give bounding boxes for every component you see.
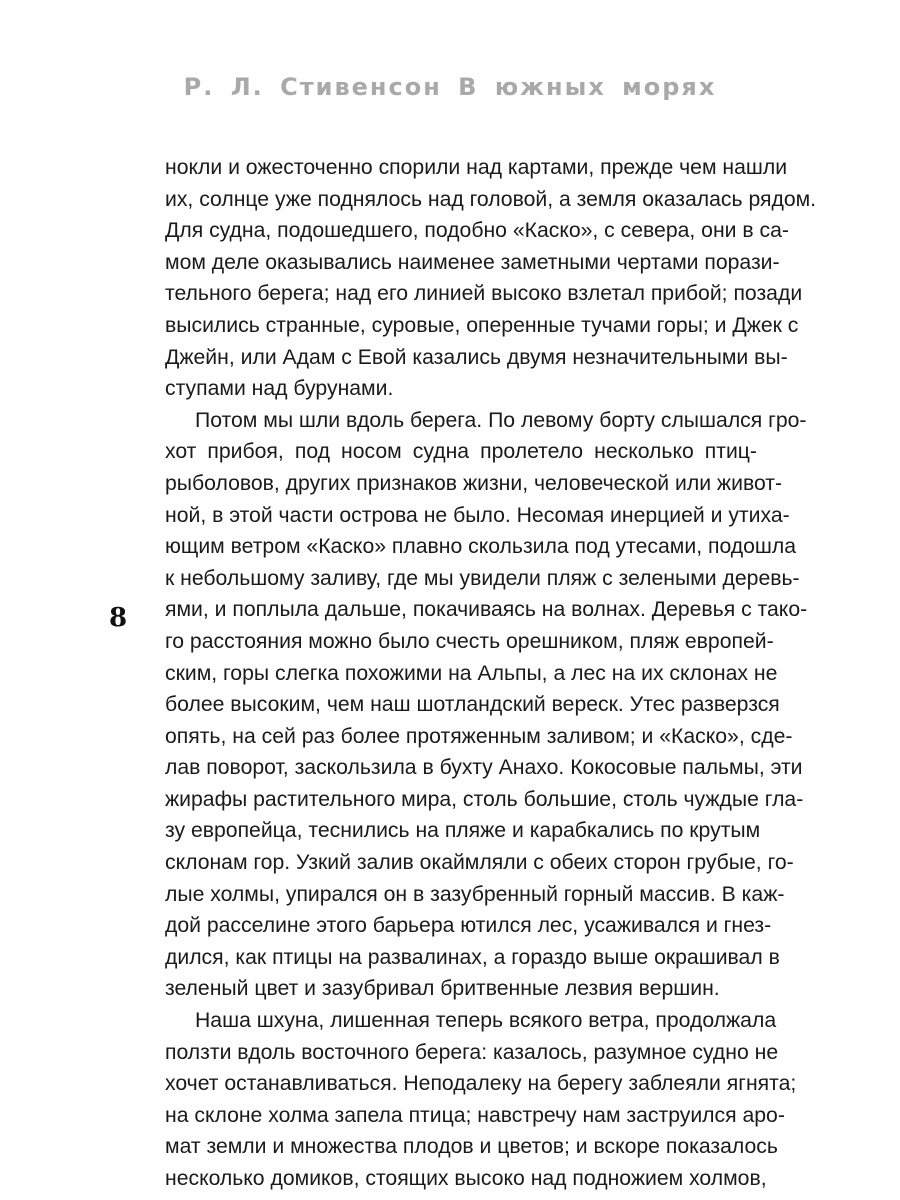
text-line: мом деле оказывались наименее заметными чертами порази-: [165, 250, 780, 274]
text-line: зу европейца, теснились на пляже и карабкались по крутым: [165, 819, 761, 843]
text-line: зеленый цвет и зазубривал бритвенные лезвия вершин.: [165, 977, 720, 1001]
text-line: тельного берега; над его линией высоко взлетал прибой; позади: [165, 282, 803, 306]
text-line: их, солнце уже поднялось над головой, а земля оказалась рядом.: [165, 187, 817, 211]
text-line: ским, горы слегка похожими на Альпы, а лес на их склонах не: [165, 661, 778, 685]
body-text: [165, 152, 817, 1195]
text-line: ступами над бурунами.: [165, 377, 394, 401]
text-line: хочет останавливаться. Неподалеку на берегу заблеяли ягнята;: [165, 1072, 797, 1096]
text-line: го расстояния можно было счесть орешником, пляж европей-: [165, 629, 774, 653]
text-line: ющим ветром «Каско» плавно скользила под утесами, подошла: [165, 535, 797, 559]
text-line: лав поворот, заскользила в бухту Анахо. Кокосовые пальмы, эти: [165, 756, 803, 780]
text-line: дой расселине этого барьера ютился лес, усаживался и гнез-: [165, 914, 772, 938]
text-line: лые холмы, упирался он в зазубренный горный массив. В каж-: [165, 882, 785, 906]
text-line: рыболовов, других признаков жизни, человеческой или живот-: [165, 471, 783, 495]
text-line: опять, на сей раз более протяженным заливом; и «Каско», сде-: [165, 724, 793, 748]
text-line: Наша шхуна, лишенная теперь всякого ветра, продолжала: [195, 1009, 777, 1033]
text-line: мат земли и множества плодов и цветов; и вскоре показалось: [165, 1135, 778, 1159]
text-line: склонам гор. Узкий залив окаймляли с обеих сторон грубые, го-: [165, 851, 794, 875]
running-head: Р. Л. Стивенсон В южных морях: [183, 73, 717, 101]
text-line: ями, и поплыла дальше, покачиваясь на волнах. Деревья с тако-: [165, 598, 808, 622]
text-line: к небольшому заливу, где мы увидели пляж с зелеными деревь-: [165, 566, 800, 590]
text-line: дился, как птицы на развалинах, а гораздо выше окрашивал в: [165, 945, 780, 969]
text-line: более высоким, чем наш шотландский вереск. Утес разверзся: [165, 693, 780, 717]
text-line: ной, в этой части острова не было. Несомая инерцией и утиха-: [165, 503, 790, 527]
text-line: высились странные, суровые, оперенные тучами горы; и Джек с: [165, 313, 799, 337]
text-line: Для судна, подошедшего, подобно «Каско», с севера, они в са-: [165, 219, 789, 243]
text-line: ползти вдоль восточного берега: казалось, разумное судно не: [165, 1040, 779, 1064]
text-line: жирафы растительного мира, столь большие, столь чуждые гла-: [165, 787, 804, 811]
text-line: нокли и ожесточенно спорили над картами, прежде чем нашли: [165, 156, 788, 179]
text-line: хот прибоя, под носом судна пролетело несколько птиц-: [165, 440, 757, 464]
text-line: несколько домиков, стоящих высоко над подножием холмов,: [165, 1167, 767, 1190]
text-line: на склоне холма запела птица; навстречу нам заструился аро-: [165, 1103, 785, 1127]
page-number: 8: [109, 603, 128, 633]
text-line: Потом мы шли вдоль берега. По левому борту слышался гро-: [195, 408, 807, 432]
text-line: Джейн, или Адам с Евой казались двумя незначительными вы-: [165, 345, 788, 369]
